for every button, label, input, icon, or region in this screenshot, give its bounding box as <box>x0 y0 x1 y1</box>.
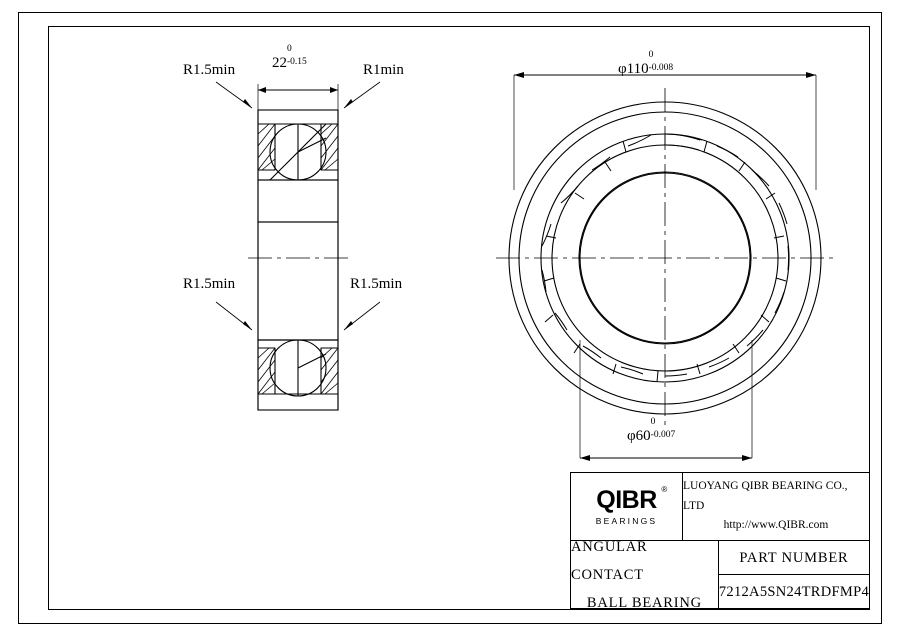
logo-wordmark <box>596 484 667 514</box>
dimension-width-lower: -0.15 <box>287 57 307 67</box>
product-name-line1: ANGULAR CONTACT <box>571 538 648 583</box>
company-info <box>683 473 869 540</box>
dimension-width <box>272 44 321 72</box>
outer-diameter-lower: -0.008 <box>648 63 674 73</box>
annotation-right-bottom: R1.5min <box>350 276 403 292</box>
company-name: LUOYANG QIBR BEARING CO., LTD <box>683 480 848 512</box>
outer-diameter-upper: 0 <box>648 50 654 60</box>
title-block-body <box>571 538 869 612</box>
outer-diameter-value: 110 <box>626 61 649 77</box>
title-block-header <box>571 473 869 541</box>
bore-diameter-lower: -0.007 <box>650 430 676 440</box>
title-block <box>570 472 870 612</box>
dimension-width-value: 22 <box>272 55 287 71</box>
product-name <box>571 538 719 612</box>
dimension-bore-diameter <box>627 417 685 445</box>
registered-trademark-icon: ® <box>661 484 667 494</box>
dimension-width-upper: 0 <box>287 44 292 54</box>
part-number-label: PART NUMBER <box>719 541 869 575</box>
bore-diameter-value: 60 <box>635 428 651 444</box>
logo-tagline: BEARINGS <box>595 515 658 526</box>
part-number-cell <box>719 541 869 609</box>
annotation-left-bottom: R1.5min <box>183 276 236 292</box>
logo-text: QIBR <box>596 485 657 514</box>
annotation-left-top: R1.5min <box>183 62 236 78</box>
annotation-right-top: R1min <box>363 62 404 78</box>
product-name-line2: BALL BEARING <box>586 595 702 612</box>
outer-diameter-symbol: φ <box>618 61 627 77</box>
bore-diameter-upper: 0 <box>650 417 656 427</box>
company-website[interactable]: http://www.QIBR.com <box>723 519 829 532</box>
company-logo <box>571 473 683 540</box>
part-number-value: 7212A5SN24TRDFMP4 <box>718 584 869 600</box>
bore-diameter-symbol: φ <box>627 428 636 444</box>
dimension-outer-diameter <box>618 50 683 78</box>
